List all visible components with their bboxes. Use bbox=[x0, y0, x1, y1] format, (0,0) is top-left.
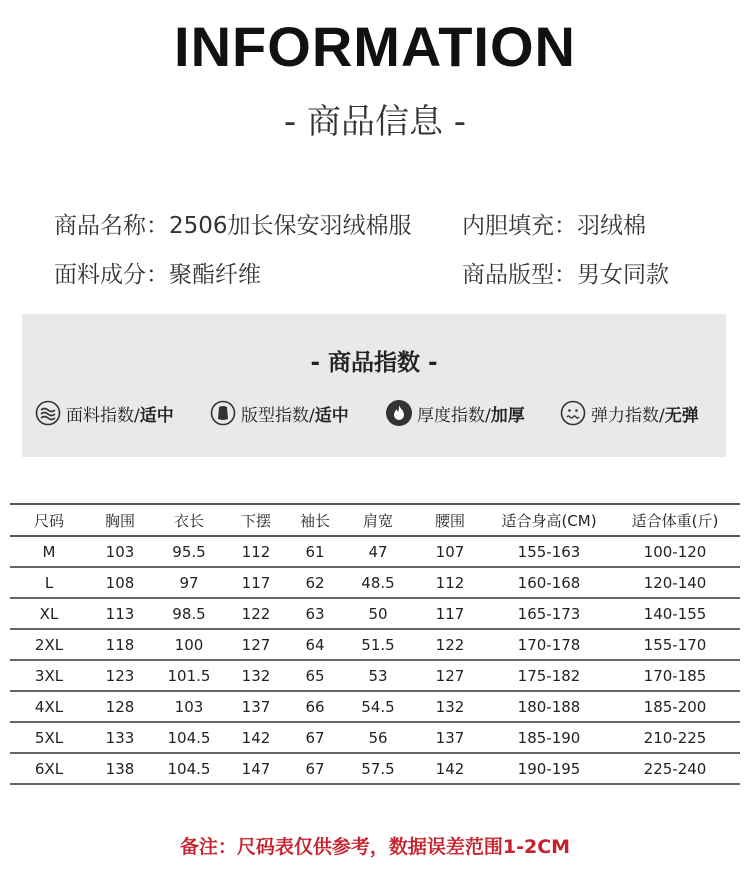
cell-waist: 122 bbox=[435, 635, 465, 654]
fabric-value: 聚酯纤维 bbox=[169, 262, 261, 288]
cell-chest: 113 bbox=[105, 604, 135, 623]
cell-chest: 103 bbox=[105, 542, 135, 561]
cell-hem: 117 bbox=[241, 573, 271, 592]
cell-shoulder: 47 bbox=[368, 542, 388, 561]
cell-waist: 142 bbox=[435, 759, 465, 778]
cell-hem: 142 bbox=[241, 728, 271, 747]
index-fabric-value: 适中 bbox=[139, 405, 174, 426]
cell-waist: 127 bbox=[435, 666, 465, 685]
fit-icon bbox=[210, 400, 236, 426]
cell-weight: 155-170 bbox=[643, 635, 707, 654]
cell-height: 165-173 bbox=[517, 604, 581, 623]
cell-length: 104.5 bbox=[167, 759, 211, 778]
index-thickness-label: 厚度指数/ bbox=[417, 405, 491, 426]
product-name-label: 商品名称： bbox=[54, 213, 169, 239]
cell-shoulder: 51.5 bbox=[361, 635, 395, 654]
cell-hem: 132 bbox=[241, 666, 271, 685]
cell-waist: 107 bbox=[435, 542, 465, 561]
cell-chest: 108 bbox=[105, 573, 135, 592]
cell-size: 2XL bbox=[34, 635, 64, 654]
index-panel bbox=[22, 314, 726, 457]
cell-chest: 128 bbox=[105, 697, 135, 716]
page-title: INFORMATION bbox=[174, 15, 576, 78]
header-chest: 胸围 bbox=[88, 504, 152, 536]
cell-height: 185-190 bbox=[517, 728, 581, 747]
cell-hem: 137 bbox=[241, 697, 271, 716]
cell-length: 104.5 bbox=[167, 728, 211, 747]
cell-sleeve: 62 bbox=[305, 573, 325, 592]
header-shoulder: 肩宽 bbox=[344, 504, 412, 536]
cell-sleeve: 64 bbox=[305, 635, 325, 654]
footnote: 备注：尺码表仅供参考，数据误差范围1-2CM bbox=[179, 836, 571, 858]
cell-sleeve: 61 bbox=[305, 542, 325, 561]
cell-weight: 140-155 bbox=[643, 604, 707, 623]
cell-height: 170-178 bbox=[517, 635, 581, 654]
cell-size: 6XL bbox=[34, 759, 64, 778]
cell-sleeve: 63 bbox=[305, 604, 325, 623]
cell-hem: 112 bbox=[241, 542, 271, 561]
header-waist: 腰围 bbox=[412, 504, 488, 536]
cell-size: 3XL bbox=[34, 666, 64, 685]
cell-weight: 225-240 bbox=[643, 759, 707, 778]
cell-size: L bbox=[44, 573, 54, 592]
fit-value: 男女同款 bbox=[577, 262, 669, 288]
table-row bbox=[10, 598, 740, 629]
cell-sleeve: 67 bbox=[305, 728, 325, 747]
cell-shoulder: 50 bbox=[368, 604, 388, 623]
fabric-label: 面料成分： bbox=[54, 262, 169, 288]
cell-sleeve: 67 bbox=[305, 759, 325, 778]
cell-weight: 120-140 bbox=[643, 573, 707, 592]
index-fit-value: 适中 bbox=[314, 405, 349, 426]
table-row bbox=[10, 536, 740, 567]
index-stretch bbox=[560, 400, 699, 426]
index-thickness-value: 加厚 bbox=[490, 405, 525, 426]
cell-height: 180-188 bbox=[517, 697, 581, 716]
index-fabric-label: 面料指数/ bbox=[66, 405, 140, 426]
cell-length: 103 bbox=[174, 697, 204, 716]
cell-waist: 137 bbox=[435, 728, 465, 747]
index-panel-title: - 商品指数 - bbox=[310, 350, 438, 376]
cell-length: 100 bbox=[174, 635, 204, 654]
index-thickness bbox=[386, 400, 525, 426]
fabric-icon bbox=[35, 400, 61, 426]
header-hem: 下摆 bbox=[226, 504, 286, 536]
cell-height: 160-168 bbox=[517, 573, 581, 592]
index-stretch-value: 无弹 bbox=[664, 405, 699, 426]
cell-waist: 117 bbox=[435, 604, 465, 623]
index-stretch-label: 弹力指数/ bbox=[591, 405, 665, 426]
index-fit-label: 版型指数/ bbox=[241, 405, 315, 426]
cell-height: 175-182 bbox=[517, 666, 581, 685]
cell-size: 4XL bbox=[34, 697, 64, 716]
cell-height: 155-163 bbox=[517, 542, 581, 561]
table-row bbox=[10, 629, 740, 660]
size-table-header bbox=[10, 504, 740, 536]
cell-length: 101.5 bbox=[167, 666, 211, 685]
section-subtitle: - 商品信息 - bbox=[283, 102, 467, 142]
cell-shoulder: 57.5 bbox=[361, 759, 395, 778]
cell-shoulder: 53 bbox=[368, 666, 388, 685]
fabric-row bbox=[54, 256, 261, 289]
filling-label: 内胆填充： bbox=[462, 213, 577, 239]
table-row bbox=[10, 753, 740, 784]
cell-length: 97 bbox=[179, 573, 199, 592]
cell-size: 5XL bbox=[34, 728, 64, 747]
cell-sleeve: 65 bbox=[305, 666, 325, 685]
filling-value: 羽绒棉 bbox=[577, 213, 646, 239]
filling-row bbox=[462, 207, 646, 240]
cell-chest: 138 bbox=[105, 759, 135, 778]
cell-hem: 147 bbox=[241, 759, 271, 778]
cell-chest: 123 bbox=[105, 666, 135, 685]
cell-size: M bbox=[42, 542, 56, 561]
stretch-icon bbox=[560, 400, 586, 426]
table-row bbox=[10, 660, 740, 691]
cell-sleeve: 66 bbox=[305, 697, 325, 716]
product-name-value: 2506加长保安羽绒棉服 bbox=[169, 213, 412, 239]
cell-hem: 127 bbox=[241, 635, 271, 654]
header-size: 尺码 bbox=[10, 504, 88, 536]
cell-weight: 100-120 bbox=[643, 542, 707, 561]
cell-chest: 133 bbox=[105, 728, 135, 747]
header-sleeve: 袖长 bbox=[286, 504, 344, 536]
cell-waist: 132 bbox=[435, 697, 465, 716]
size-table bbox=[10, 503, 740, 785]
header-length: 衣长 bbox=[152, 504, 226, 536]
table-row bbox=[10, 722, 740, 753]
fit-label: 商品版型： bbox=[462, 262, 577, 288]
cell-weight: 210-225 bbox=[643, 728, 707, 747]
cell-weight: 170-185 bbox=[643, 666, 707, 685]
product-name-row bbox=[54, 207, 412, 240]
cell-shoulder: 54.5 bbox=[361, 697, 395, 716]
index-fabric bbox=[35, 400, 174, 426]
cell-waist: 112 bbox=[435, 573, 465, 592]
cell-shoulder: 48.5 bbox=[361, 573, 395, 592]
cell-height: 190-195 bbox=[517, 759, 581, 778]
cell-length: 95.5 bbox=[172, 542, 206, 561]
cell-length: 98.5 bbox=[172, 604, 206, 623]
cell-weight: 185-200 bbox=[643, 697, 707, 716]
table-row bbox=[10, 691, 740, 722]
cell-shoulder: 56 bbox=[368, 728, 388, 747]
index-fit bbox=[210, 400, 349, 426]
table-row bbox=[10, 567, 740, 598]
cell-chest: 118 bbox=[105, 635, 135, 654]
header-height: 适合身高(CM) bbox=[488, 504, 610, 536]
size-table-body bbox=[10, 536, 740, 784]
header-weight: 适合体重(斤) bbox=[610, 504, 740, 536]
cell-size: XL bbox=[39, 604, 59, 623]
flame-icon bbox=[386, 400, 412, 426]
fit-row bbox=[462, 256, 669, 289]
cell-hem: 122 bbox=[241, 604, 271, 623]
